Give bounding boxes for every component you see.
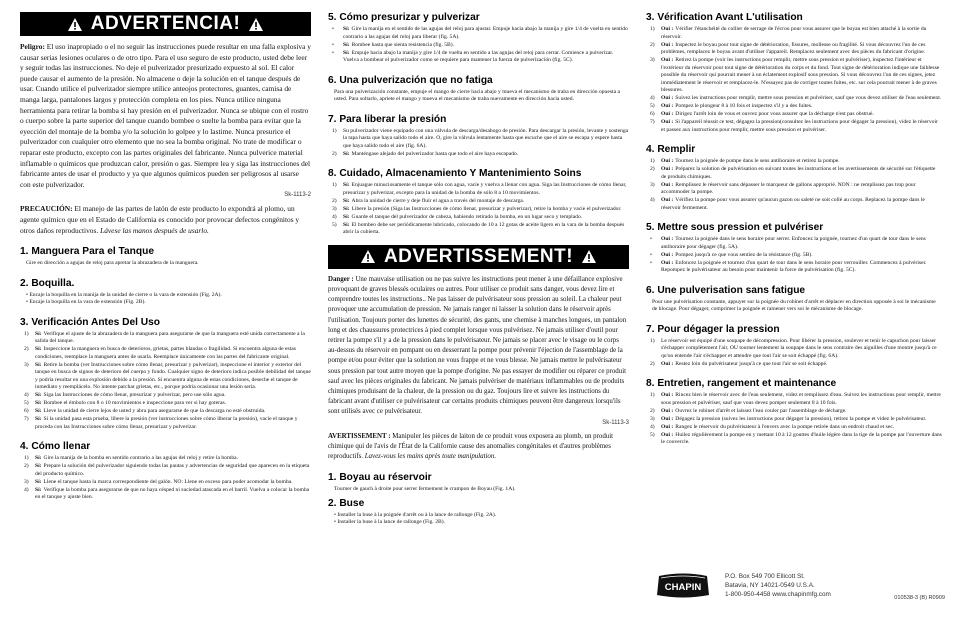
item-keyword: Sí: — [35, 416, 42, 423]
list-item — [332, 42, 629, 50]
item-text: Verifique el ajuste de la abrazadera de la manguera para asegurarse de que la manguera esté unida correctamente a la salida del tanque. — [35, 330, 305, 345]
section-title: 2. Buse — [328, 497, 365, 509]
item-text: Vérifier l'étanchéité du collier de serrage de l'écrou pour vous assurer que le boyau est bien attaché à la sortie du réservoir. — [661, 26, 927, 40]
item-text-wrap — [661, 119, 942, 134]
section-title: 7. Pour dégager la pression — [646, 323, 780, 335]
document-code: 010538-3 (B) R0909 — [894, 595, 945, 601]
list-item — [650, 408, 942, 416]
caution-label: PRECAUCIÓN: — [20, 204, 73, 214]
item-number: 7) — [650, 119, 655, 125]
item-text: El bombeo debe ser periódicamente lubricado, colocando de 10 a 12 gotas de aceite ligero en la vara de la bomba después abrir la cubierta. — [343, 221, 625, 236]
caution-label: AVERTISSEMENT : — [328, 432, 391, 440]
item-text-wrap — [343, 128, 629, 151]
item-keyword: Oui : — [661, 103, 674, 109]
item-text: Siga las Instrucciones de cómo llenar, presurizar y pulverizar, pero use sólo agua. — [43, 392, 226, 399]
item-text-wrap — [661, 111, 874, 119]
item-keyword: Oui : — [661, 181, 674, 188]
item-text-wrap — [35, 408, 265, 416]
item-text-wrap — [661, 252, 813, 260]
item-text: Gire la manija de la bomba en sentido contrario a las agujas del reloj y retire la bomba. — [43, 455, 238, 462]
item-text: Bombee hasta que sienta resistencia (fig. 5B). — [351, 41, 455, 48]
danger-text: Une mauvaise utilisation ou ne pas suivre les instructions peut mener à une défaillance explosive provoquant de graves blessés oculaires ou autres. Pour utiliser ce produit sans danger, vous devez lire et comprendre toutes les instructions.. Ne pas laisser de pulvérisateur sous pression au soleil. La chaleur peut provoquer une accumulation de pression. Ne jamais ranger ni laisser la solution dans le réservoir après l'utilisation. Toujours porter des lunettes de sécurité, des gants, une chemise à manches longues, un pantalon long et des chaussures protectrices à pied complet lorsque vous pulvérisez. Ne jamais utiliser d'outil pour retirer la pompe s'il y a de la pression dans le pulvérisateur. Ne jamais se placer avec le visage ou le corps au-dessus du réservoir en pompant ou en desserrant la pompe pour prévenir l'éjection de l'assemblage de la pompe et/ou pour éviter que la solution ne vous frappe et ne vous blesse. Ne jamais mettre le pulvérisateur sous pression par tout autre moyen que la pompe d'origine. Ne pas essayer de modifier ou réparer ce produit sauf avec les pièces originales du fabricant. Ne jamais pulvériser de matériaux inflammables ou de produits chimiques produisant de la chaleur, de la pression ou du gaz. Toujours lire et suivre les instructions du fabricant avant d'utiliser ce pulvérisateur car certains produits chimiques peuvent être dangereux lorsqu'ils sont utilisés avec ce pulvérisateur. — [328, 275, 627, 416]
item-text-wrap — [35, 346, 311, 361]
section-text: Pour une pulvérisation constante, appuyer sur la poignée du robinet d'arrêt et déplacer en direction opposée à soi le mécanisme de blocage. Pour dégager, comprimer la poignée et ramener vers soi le mécanisme de blocage. — [652, 298, 936, 313]
warning-title: ADVERTISSEMENT! — [383, 245, 574, 267]
numbered-list — [646, 338, 942, 369]
item-text-wrap — [343, 182, 629, 197]
list-item — [650, 95, 942, 103]
list-item — [650, 392, 942, 407]
item-number: 2) — [650, 407, 655, 414]
list-item — [650, 197, 942, 212]
item-text: Pompez jusqu'à ce que vous sentiez de la résistance (fig. 5B). — [675, 251, 813, 258]
item-keyword: Sí: — [343, 213, 350, 220]
caution-text: El manejo de las partes de latón de este producto lo expondrá al plomo, un agente químico que en el Estado de California es conocido por provocar defectos congénitos y otros daños reproductivos. — [20, 204, 300, 235]
list-item — [650, 416, 942, 424]
list-item: • Installer la buse à la poignée d'arrêt ou à la lance de rallonge (Fig. 2A). — [334, 512, 629, 520]
item-keyword: Sí: — [35, 463, 42, 470]
item-text: Abra la unidad de cierre y deje fluir el agua a través del montaje de descarga. — [351, 197, 525, 204]
danger-text: El uso inapropiado o el no seguir las instrucciones puede resultar en una falla explosiva y causar serias lesiones oculares o de otro tipo. Para el uso seguro de este producto, usted debe leer y seguir todas las instrucciones. No deje el pulverizador presurizado expuesto al sol. El calor puede causar el aumento de la presión. No almacene o deje la solución en el tanque después de usar. Cuando utilice el pulverizador siempre utilice anteojos protectores, guantes, camisa de manga larga, pantalones largos y protección completa en los pies. Nunca utilice ninguna herramienta para retirar la bomba si hay presión en el pulverizador. Nunca se ubique con el rostro o cuerpo sobre la parte superior del tanque cuando bombee o suelte la bomba para evitar que la eyección del montaje de la bomba y/o la solución lo golpee y lo lastime. Nunca presurice el pulverizador con cualquier otro elemento que no sea la bomba original. No trate de modificar o reparar este producto, excepto con las partes originales del fabricante. Nunca pulverice material inflamable o químicos que produzcan calor, presión o gas. Siempre lea y siga las instrucciones del fabricante antes de usar el producto y ya que algunos químicos pueden ser peligrosos al usarse con este pulverizador. — [20, 42, 311, 189]
list-item — [24, 463, 311, 478]
item-number: 2) — [24, 346, 29, 353]
item-text-wrap — [343, 50, 629, 65]
item-text-wrap — [661, 361, 827, 369]
item-text-wrap — [35, 416, 311, 431]
item-text: Libere la presión (Siga las Instrucciones de cómo llenar, presurizar y pulverizar), retire la bomba y vacíe el pulverizador. — [351, 205, 622, 212]
section-title: 4. Remplir — [646, 144, 696, 155]
item-text: Enfoncez la poignée et tournez d'un quart de tour dans le sens horaire pour verrouiller. Commencez à pulvériser. Repompez le pulvérisateur au besoin pour maintenir la force de pulvérisation (fig. 5C). — [661, 259, 927, 273]
section-title: 1. Boyau au réservoir — [328, 472, 432, 484]
numbered-list — [646, 26, 942, 134]
list-item — [24, 331, 311, 346]
item-text: Tournez la poignée dans le sens horaire pour serrer. Enfoncez la poignée, tournez d'un quart de tour dans le sens antihoraire pour dégager (fig. 5A). — [661, 236, 926, 250]
list-item — [332, 128, 629, 151]
item-text: Llene el tanque hasta la marca correspondiente del galón. NO: Llene en exceso para poder acomodar la bomba. — [43, 478, 293, 485]
item-text-wrap — [661, 95, 941, 103]
item-text: Prepare la solución del pulverizador siguiendo todas las pautas y advertencias de seguridad que aparecen en la etiqueta del producto químico. — [35, 463, 310, 477]
caution-paragraph — [20, 204, 311, 236]
item-number: 4) — [24, 486, 29, 493]
item-keyword: Sí: — [35, 346, 42, 353]
bullet-list — [20, 292, 311, 307]
footer — [655, 569, 945, 611]
list-item — [332, 182, 629, 197]
item-number: 1) — [332, 182, 337, 189]
section-title: 4. Cómo llenar — [20, 441, 91, 453]
item-text-wrap — [661, 338, 942, 361]
list-item — [332, 206, 629, 214]
numbered-list — [20, 331, 311, 432]
item-keyword: Sí: — [35, 478, 42, 485]
item-text-wrap — [343, 42, 454, 50]
item-text-wrap — [35, 487, 311, 502]
item-text: Suivez les instructions pour remplir, mettre sous pression et pulvériser, sauf que vous devez utiliser de l'eau seulement. — [675, 95, 942, 101]
danger-code: Sk-1113-3 — [602, 419, 629, 426]
address-line: 1-800-950-4458 www.chapinmfg.com — [725, 591, 831, 599]
section-title: 3. Vérification Avant L'utilisation — [646, 12, 803, 23]
item-number: 7) — [24, 416, 29, 423]
item-text: Rangez le réservoir du pulvérisateur à l'envers avec la pompe retirée dans un endroit chaud et sec. — [675, 423, 895, 430]
item-keyword: Oui : — [661, 26, 674, 32]
item-keyword: Oui : — [661, 197, 674, 203]
item-number: 4) — [650, 423, 655, 430]
list-item: • Encaje la boquilla en la manija de la unidad de cierre o la vara de extensión (Fig. 2A). — [26, 292, 311, 300]
list-item — [650, 338, 942, 361]
list-item — [650, 424, 942, 432]
item-text: Si la unidad pasa esta prueba, libere la presión (ver instrucciones sobre cómo liberar la presión), vacíe el tanque y proceda con las Instrucciones sobre cómo llenar, presurizar y pulverizar. — [35, 416, 298, 430]
warning-triangle-icon — [581, 249, 597, 264]
section-title: 5. Mettre sous pression et pulvériser — [646, 222, 824, 233]
section-title: 8. Entretien, rangement et maintenance — [646, 378, 837, 390]
list-item — [24, 416, 311, 431]
item-text-wrap — [343, 222, 629, 237]
item-text-wrap — [35, 362, 311, 392]
item-keyword: Sí: — [35, 392, 42, 399]
section-text: Tourner de gauch à droite pour serrer fermement le crampon de Boyau (Fig. 1A). — [334, 486, 516, 493]
warning-title: ADVERTENCIA! — [90, 13, 241, 34]
item-text: Pompez le plongeur 8 à 10 fois et inspectez s'il y a des fuites. — [675, 103, 813, 109]
list-item — [650, 432, 942, 447]
item-keyword: Oui : — [661, 392, 674, 399]
item-keyword: Sí: — [343, 49, 350, 56]
item-keyword: Oui : — [661, 119, 674, 125]
company-address — [725, 572, 831, 600]
item-text-wrap — [661, 42, 942, 57]
item-keyword: Oui : — [661, 41, 674, 48]
item-text-wrap — [343, 151, 518, 159]
item-text-wrap — [661, 432, 942, 447]
item-number: 3) — [24, 361, 29, 368]
item-keyword: Oui : — [661, 259, 674, 266]
list-item — [24, 479, 311, 487]
list-item: • Encaje la boquilla en la vara de extensión (Fig. 2B). — [26, 299, 311, 307]
item-text: Retire la bomba (ver Instrucciones sobre cómo llenar, presurizar y pulverizar), inspeccione el interior y exterior del tanque en busca de signos de deterioro del cuerpo y fondo. Cualquier signo de deterioro indica posible debilidad del tanque y podría resultar en una explosión debido a la presión. Si encuentra alguna de estas condiciones, deseche el tanque de inmediato y reemplácelo. No intente parchar grietas, etc., porque podría ocasionar una lesión seria. — [35, 361, 311, 391]
item-number: • — [650, 251, 652, 258]
item-text: Verifique la bomba para asegurarse de que no haya césped ni suciedad atascada en el barril. Vuelva a colocar la bomba en el tanque y ajuste bien. — [35, 486, 310, 501]
danger-paragraph — [20, 42, 311, 190]
item-keyword: Oui : — [661, 236, 674, 242]
item-text-wrap — [35, 331, 311, 346]
item-number: • — [332, 41, 334, 48]
item-text: Tournez la poignée de pompe dans le sens antihoraire et retirez la pompe. — [675, 158, 840, 164]
item-text: Inspeccione la manguera en busca de deterioros, grietas, partes blandas o fragilidad. Si encuentra alguna de estas condiciones, reemplace la manguera antes de usarla. Reemplace únicamente con las partes del fabricante original. — [35, 346, 296, 360]
address-line: P.O. Box 549 700 Ellicott St. — [725, 573, 805, 580]
item-keyword: Oui : — [661, 158, 674, 164]
caution-paragraph — [328, 432, 629, 463]
numbered-list — [646, 392, 942, 447]
item-text-wrap — [661, 408, 847, 416]
item-keyword: Sí: — [343, 197, 350, 204]
bullet-list — [646, 236, 942, 275]
item-number: 5) — [24, 400, 29, 407]
numbered-list — [328, 182, 629, 237]
list-item — [24, 455, 311, 463]
item-number: 5) — [650, 103, 655, 109]
item-keyword: Sí: — [343, 221, 350, 228]
item-text: Remplissez le réservoir sans dépasser le marqueur de gallons approprié. NON : ne remplissez pas trop pour accommoder la pompe. — [661, 181, 916, 195]
item-keyword: Oui : — [661, 415, 674, 422]
list-item — [24, 487, 311, 502]
item-number: 4) — [24, 392, 29, 399]
item-text: Dirigez l'arrêt loin de vous et ouvrez pour vous assurer que la décharge n'est pas obstrué. — [675, 111, 874, 117]
item-number: • — [332, 26, 334, 32]
item-number: 3) — [332, 205, 337, 212]
item-number: 6) — [24, 408, 29, 415]
item-number: 1) — [650, 392, 655, 399]
item-number: • — [650, 236, 652, 242]
item-number: 5) — [650, 431, 655, 438]
list-item — [332, 222, 629, 237]
warning-triangle-icon — [248, 17, 264, 32]
list-item — [650, 119, 942, 134]
item-text: Guarde el tanque del pulverizador de cabeza, habiendo retirado la bomba, en un lugar seco y templado. — [351, 213, 583, 220]
item-keyword: Oui : — [661, 57, 674, 63]
item-number: 2) — [24, 463, 29, 470]
item-number: 1) — [332, 127, 337, 134]
item-keyword: Sí: — [35, 408, 42, 415]
list-item — [650, 182, 942, 197]
item-text: Restez loin du pulvérisateur jusqu'à ce que tout l'air se soit échappé. — [675, 360, 828, 367]
list-item — [24, 362, 311, 392]
item-number: 1) — [24, 455, 29, 462]
item-text: Vérifiez la pompe pour vous assurer qu'aucun gazon ou saleté ne soit collé au corps. Replacez la pompe dans le réservoir fermement. — [661, 197, 925, 211]
item-keyword: Sí: — [35, 330, 42, 337]
item-text-wrap — [661, 260, 942, 275]
item-text-wrap — [661, 197, 942, 212]
item-number: 3) — [650, 181, 655, 188]
item-keyword: Oui : — [661, 111, 674, 117]
danger-code: Sk-1113-2 — [284, 192, 311, 199]
item-text: Le réservoir est équipé d'une soupape de décompression. Pour libérer la pression, soulever et tenir le capuchon pour laisser s'échapper complètement l'air, OU tourner lentement la soupape dans le sens contraire des aiguilles d'une montre jusqu'à ce qu'on entende l'air s'échapper et attendre que tout l'air se soit échappé (fig. 6A). — [661, 337, 937, 359]
item-text-wrap — [343, 198, 524, 206]
list-item — [332, 151, 629, 159]
item-text: Su pulverizador viene equipado con una válvula de descarga/desahogo de presión. Para descargar la presión, levante y sostenga la tapa hasta que haya salido todo el aire. O, gire la válvula lentamente hasta que escuche que el aire se escapa y espere hasta que haya salido todo el aire (fig. 6A). — [343, 127, 629, 149]
list-item — [650, 103, 942, 111]
item-keyword: Sí: — [343, 41, 350, 48]
item-text-wrap — [661, 236, 942, 251]
item-number: 2) — [650, 41, 655, 48]
item-text-wrap — [35, 455, 238, 463]
item-keyword: Sí: — [343, 182, 350, 189]
item-text: Enjuague minuciosamente el tanque sólo con agua, vacíe y vuelva a llenar con agua. Siga las Instrucciones de cómo llenar, presurizar y pulverizar, excepto para la unidad de la bomba de sólo 8 a 10 movimientos. — [343, 182, 627, 196]
item-keyword: Oui : — [661, 407, 674, 414]
item-text: Préparez la solution de pulvérisation en suivant toutes les instructions et les avertissements de sécurité sur l'étiquette de produits chimiques. — [661, 166, 936, 180]
item-text-wrap — [661, 166, 942, 181]
section-text: Gire en dirección a agujas de reloj para apretar la abrazadera de la manguera. — [26, 260, 199, 267]
item-text-wrap — [343, 206, 621, 214]
list-item: • Installer la buse à la lance de rallonge (Fig. 2B). — [334, 519, 629, 527]
item-keyword: Oui : — [661, 166, 674, 172]
item-text-wrap — [661, 158, 840, 166]
caution-tail: Lávese las manos después de usarlo. — [100, 225, 209, 235]
item-keyword: Oui : — [661, 431, 674, 438]
list-item — [650, 57, 942, 95]
item-number: • — [650, 259, 652, 266]
item-number: 2) — [332, 197, 337, 204]
warning-banner-fr — [328, 245, 629, 269]
bullet-list — [328, 512, 629, 527]
list-item — [650, 252, 942, 260]
item-text: Empuje hacia abajo la manija y gire 1/4 de vuelta en sentido a las agujas del reloj para cerrar. Comience a pulverizar. Vuelva a bombear el pulverizador como se requiere para mantener la fuerza de pulverización (fig. 5C). — [343, 49, 614, 63]
item-text: Ouvrez le robinet d'arrêt et laissez l'eau couler par l'assemblage de décharge. — [675, 407, 847, 414]
item-number: 4) — [650, 197, 655, 203]
item-text: Huilez régulièrement la pompe en y mettant 10 à 12 gouttes d'huile légère dans la tige de la pompe par l'ouverture dans le couvercle. — [661, 431, 942, 446]
list-item — [332, 26, 629, 41]
item-number: 3) — [650, 415, 655, 422]
logo-text: CHAPIN — [664, 582, 702, 593]
item-number: 2) — [332, 150, 337, 157]
item-text-wrap — [35, 392, 226, 400]
item-number: • — [332, 49, 334, 56]
item-text-wrap — [661, 26, 942, 41]
list-item — [650, 26, 942, 41]
warning-triangle-icon — [67, 17, 83, 32]
item-text: Lleve la unidad de cierre lejos de usted y abra para asegurarse de que la descarga no esté obstruida. — [43, 408, 266, 415]
list-item — [650, 236, 942, 251]
item-text: Retirez la pompe (voir les instructions pour remplir, mettre sous pression et pulvériser), inspectez l'intérieur et l'extérieur du réservoir pour tout signe de détérioration du corps et du fond. Tout signe de détérioration indique une faiblesse possible du réservoir qui pourrait mener à un éclatement explosif sous pression. Si vous découvrez l'un de ces signes, jetez immédiatement le réservoir et remplacez-le. N'essayez pas de corriger toutes fuites, etc. sur cela pourrait mener à de graves blessures. — [661, 57, 940, 93]
list-item — [650, 158, 942, 166]
section-title: 5. Cómo presurizar y pulverizar — [328, 12, 480, 23]
item-number: 1) — [650, 337, 655, 344]
item-text: Dégagez la pression (suivez les instructions pour dégager la pression), retirez la pompe et videz le pulvérisateur. — [675, 415, 927, 422]
chapin-logo — [655, 573, 711, 603]
section-title: 2. Boquilla. — [20, 277, 75, 289]
item-keyword: Oui : — [661, 95, 674, 101]
danger-label: Peligro: — [20, 42, 45, 51]
item-number: 1) — [650, 158, 655, 164]
item-keyword: Sí: — [343, 150, 350, 157]
item-text-wrap — [35, 400, 226, 408]
item-text: Inspectez le boyau pour tout signe de détérioration, fissures, mollesse ou fragilité. Si vous découvrez l'un de ces problèmes, remplacez le boyau avant d'utiliser l'appareil. Remplacez seulement avec des pièces du fabricant d'origine. — [661, 41, 926, 55]
item-number: 2) — [650, 166, 655, 172]
french-column-right — [646, 12, 942, 572]
item-text-wrap — [35, 463, 311, 478]
item-number: 1) — [24, 330, 29, 337]
warning-triangle-icon — [360, 249, 376, 264]
list-item — [650, 260, 942, 275]
list-item — [650, 111, 942, 119]
item-text-wrap — [35, 479, 293, 487]
item-text-wrap — [343, 214, 582, 222]
list-item — [24, 346, 311, 361]
caution-text: Manipuler les pièces de laiton de ce produit vous exposera au plomb, un produit chimique qui de l'avis de l'État de la Californie cause des anomalies congénitales et d'autres problèmes reproductifs. — [328, 432, 614, 460]
section-title: 6. Una pulverización que no fatiga — [328, 74, 493, 86]
item-text-wrap — [343, 26, 629, 41]
item-number: 3) — [24, 478, 29, 485]
item-text: Si l'appareil réussit ce test, dégagez la pression(consultez les instructions pour dégager la pression), videz le réservoir et passez aux instructions pour remplir, mettre sous pression et pulvériser. — [661, 119, 938, 133]
section-text: Para una pulverización constante, empuje el mango de cierre hacia abajo y mueva el mecanismo de traba en dirección opuesta a usted. Para soltarlo, apriete el mango y mueva el mecanismo de traba nuevamente en dirección hacia usted. — [334, 88, 620, 103]
item-text: Manténgase alejado del pulverizador hasta que todo el aire haya escapado. — [351, 150, 519, 157]
item-keyword: Sí: — [35, 400, 42, 407]
item-text: Gire la manija en el sentido de las agujas del reloj para ajustar. Empuje hacia abajo la manija y gire 1/4 de vuelta en sentido contrario a las agujas del reloj para liberar (fig. 5A). — [343, 26, 628, 40]
numbered-list — [328, 128, 629, 159]
item-keyword: Sí: — [35, 361, 42, 368]
list-item — [650, 42, 942, 57]
item-keyword: Sí: — [35, 486, 42, 493]
numbered-list — [646, 158, 942, 212]
spanish-column-left — [20, 12, 311, 612]
list-item — [24, 400, 311, 408]
list-item — [24, 392, 311, 400]
item-text-wrap — [661, 57, 942, 95]
item-keyword: Sí: — [343, 205, 350, 212]
item-number: 2) — [650, 360, 655, 367]
item-keyword: Sí: — [35, 455, 42, 462]
warning-banner-es — [20, 12, 311, 36]
item-keyword: Oui : — [661, 360, 674, 367]
bullet-list — [328, 26, 629, 65]
item-text-wrap — [661, 103, 812, 111]
item-text-wrap — [661, 424, 894, 432]
section-title: 6. Une pulverisation sans fatigue — [646, 284, 806, 296]
item-number: 5) — [332, 221, 337, 228]
item-number: 4) — [650, 95, 655, 101]
section-title: 1. Manguera Para el Tanque — [20, 246, 154, 258]
list-item — [24, 408, 311, 416]
item-text-wrap — [661, 392, 942, 407]
caution-tail: Lavez-vous les mains après toute manipulation. — [364, 452, 497, 460]
numbered-list — [20, 455, 311, 502]
item-number: 6) — [650, 111, 655, 117]
item-text-wrap — [661, 182, 942, 197]
item-number: 3) — [650, 57, 655, 63]
list-item — [650, 361, 942, 369]
item-keyword: Oui : — [661, 423, 674, 430]
item-keyword: Oui : — [661, 251, 674, 258]
item-number: 4) — [332, 213, 337, 220]
danger-label: Danger : — [328, 275, 354, 283]
danger-paragraph — [328, 275, 629, 418]
list-item — [332, 198, 629, 206]
list-item — [332, 50, 629, 65]
mixed-column-center — [328, 12, 629, 612]
item-text: Bombee el émbolo con 8 o 10 movimientos e inspeccione para ver si hay goteras. — [43, 400, 227, 407]
item-keyword: Sí: — [343, 26, 350, 32]
list-item — [650, 166, 942, 181]
section-title: 3. Verificación Antes Del Uso — [20, 316, 161, 328]
list-item — [332, 214, 629, 222]
item-number: 1) — [650, 26, 655, 32]
address-line: Batavia, NY 14021-0549 U.S.A. — [725, 582, 815, 590]
section-title: 7. Para liberar la presión — [328, 113, 447, 125]
item-text: Rincez bien le réservoir avec de l'eau seulement, videz et remplissez d'eau. Suivez les instructions pour remplir, mettre sous pression et pulvériser, sauf que vous devez pomper seulement 8 à 10 fois. — [661, 392, 941, 406]
section-title: 8. Cuidado, Almacenamiento Y Mantenimiento Soins — [328, 168, 582, 180]
item-text-wrap — [661, 416, 926, 424]
